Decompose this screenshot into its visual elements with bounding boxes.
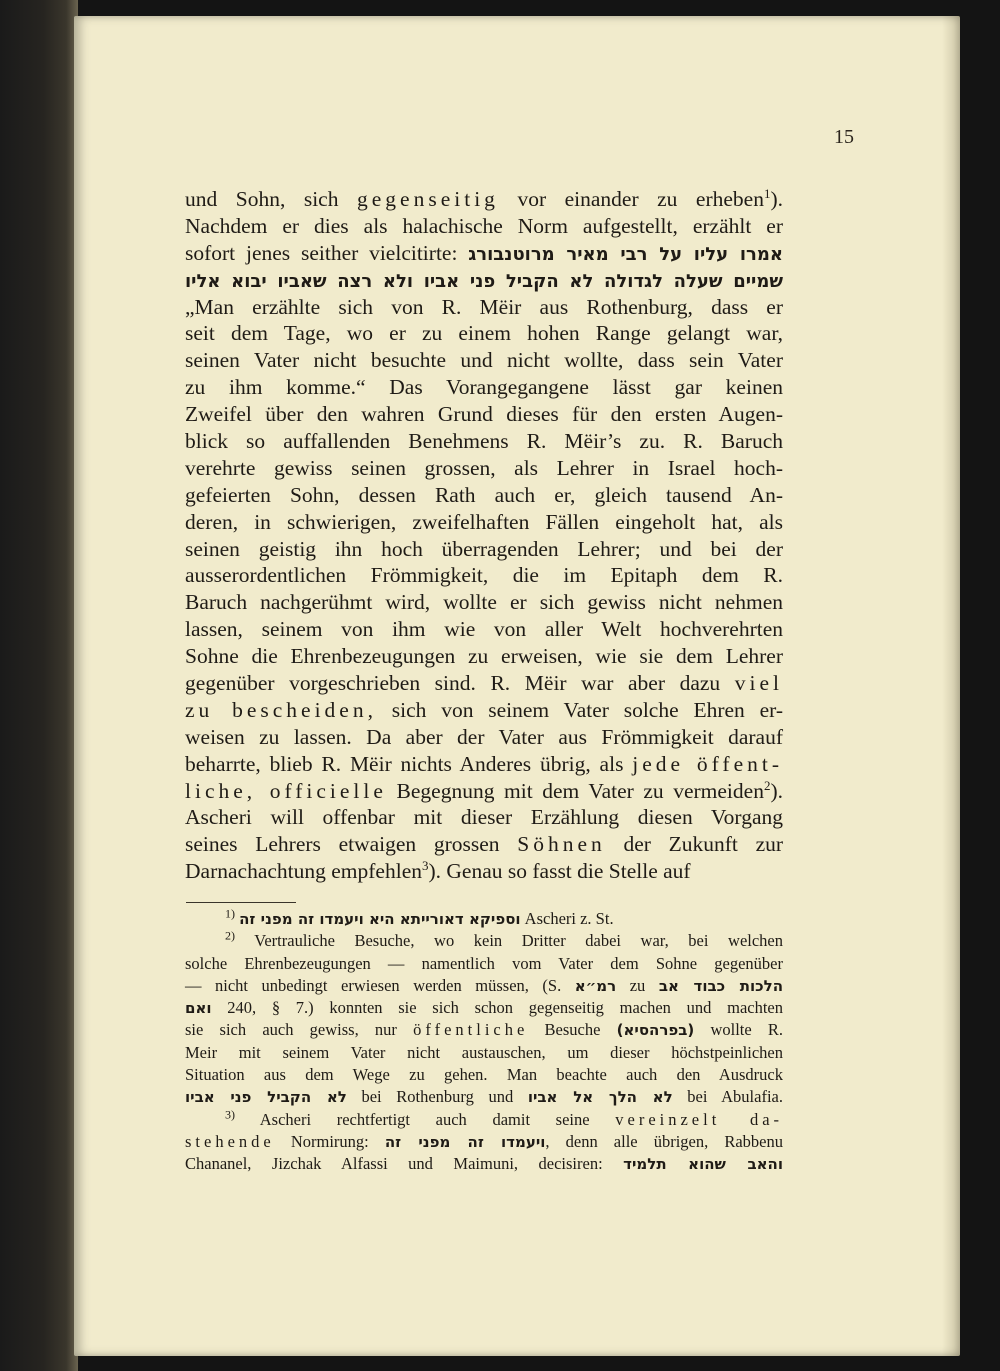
text-line: seinen geistig ihn hoch überragenden Lehrer; und bei der <box>185 536 783 561</box>
text-line: beharrte, blieb R. Mëir nichts Anderes übrig, als jede öffent- <box>185 751 784 776</box>
footnote-line: ואם 240, § 7.) konnten sie sich schon gegenseitig machen und machten <box>185 998 783 1018</box>
text-line: blick so auffallenden Benehmens R. Mëir’s zu. R. Baruch <box>185 429 783 454</box>
hebrew-quote: שמיים שעלה לגדולה לא הקביל פני אביו ולא רצה שאביו יבוא אליו <box>185 270 783 292</box>
text-line: Nachdem er dies als halachische Norm aufgestellt, erzählt er <box>185 213 783 238</box>
main-text <box>185 186 783 885</box>
text-line: Sohne die Ehrenbezeugungen zu erweisen, wie sie dem Lehrer <box>185 644 783 669</box>
text-line: sofort jenes seither vielcitirte: אמרו עליו על רבי מאיר מרוטנבורג <box>185 240 783 265</box>
text-line: Darnachachtung empfehlen$^3$). Genau so fasst die Stelle auf <box>185 858 691 884</box>
text-line: verehrte gewiss seinen grossen, als Lehrer in Israel hoch- <box>185 455 783 480</box>
text-line: „Man erzählte sich von R. Mëir aus Rothenburg, dass er <box>185 294 783 319</box>
text-line: liche, officielle Begegnung mit dem Vater zu vermeiden$^2$). <box>185 777 783 803</box>
text-line: Zweifel über den wahren Grund dieses für den ersten Augen- <box>185 402 783 427</box>
text-line: lassen, seinem von ihm wie von aller Welt hochverehrten <box>185 617 783 642</box>
footnote-1: $^{1)}$ וספיקא דאורייתא היא ויעמדו זה מפני זה Ascheri z. St. <box>225 906 614 928</box>
text-line: und Sohn, sich gegenseitig vor einander zu erheben$^1$). <box>185 185 784 211</box>
footnote-ref[interactable]: 1 <box>763 185 771 201</box>
text-line: seines Lehrers etwaigen grossen Söhnen der Zukunft zur <box>185 832 784 857</box>
footnote-divider <box>186 902 296 903</box>
footnote-line: sie sich auch gewiss, nur öffentliche Besuche (בפרהסיא) wollte R. <box>185 1020 784 1040</box>
text-line: gegenüber vorgeschrieben sind. R. Mëir war aber dazu viel <box>185 671 783 696</box>
footnote-ref[interactable]: 2 <box>763 777 771 793</box>
text-line: weisen zu lassen. Da aber der Vater aus Frömmigkeit darauf <box>185 724 783 749</box>
page-number: 15 <box>834 126 854 148</box>
footnote-line: לא הקביל פני אביו bei Rothenburg und לא הלך אל אביו bei Abulafia. <box>185 1087 783 1107</box>
book-binding <box>0 0 78 1371</box>
text-line: seit dem Tage, wo er zu einem hohen Range gelangt war, <box>185 321 783 346</box>
text-line: zu ihm komme.“ Das Vorangegangene lässt gar keinen <box>185 375 783 400</box>
text-line: Ascheri will offenbar mit dieser Erzählung diesen Vorgang <box>185 805 783 830</box>
footnote-line: stehende Normirung: ויעמדו זה מפני זה, denn alle übrigen, Rabbenu <box>185 1131 784 1151</box>
footnote-2: $^{2)}$ Vertrauliche Besuche, wo kein Dritter dabei war, bei welchen <box>225 928 783 951</box>
footnote-line: — nicht unbedingt erwiesen werden müssen, (S. רמ״א zu הלכות כבוד אב <box>185 975 784 995</box>
text-line: ausserordentlichen Frömmigkeit, die im Epitaph dem R. <box>185 563 783 588</box>
text-line: Baruch nachgerühmt wird, wollte er sich gewiss nicht nehmen <box>185 590 783 615</box>
footnote-3: $^{3)}$ Ascheri rechtfertigt auch damit seine vereinzelt da- <box>225 1107 784 1129</box>
text-line: gefeierten Sohn, dessen Rath auch er, gleich tausend An- <box>185 482 783 507</box>
footnote-line: Chananel, Jizchak Alfassi und Maimuni, decisiren: והאב שהוא תלמיד <box>185 1154 783 1174</box>
footnote-line: Meir mit seinem Vater nicht austauschen, um dieser höchstpeinlichen <box>185 1042 783 1062</box>
footnotes <box>185 908 783 1176</box>
hebrew-quote: אמרו עליו על רבי מאיר מרוטנבורג <box>468 243 783 265</box>
footnote-line: solche Ehrenbezeugungen — namentlich vom Vater dem Sohne gegenüber <box>185 953 783 973</box>
book-page <box>74 16 960 1356</box>
text-line <box>185 267 783 294</box>
text-line: zu bescheiden, sich von seinem Vater solche Ehren er- <box>185 697 783 722</box>
footnote-ref[interactable]: 3 <box>421 858 429 874</box>
footnote-line: Situation aus dem Wege zu gehen. Man beachte auch den Ausdruck <box>185 1065 783 1085</box>
text-line: deren, in schwierigen, zweifelhaften Fällen eingeholt hat, als <box>185 509 783 534</box>
text-line: seinen Vater nicht besuchte und nicht wollte, dass sein Vater <box>185 348 783 373</box>
